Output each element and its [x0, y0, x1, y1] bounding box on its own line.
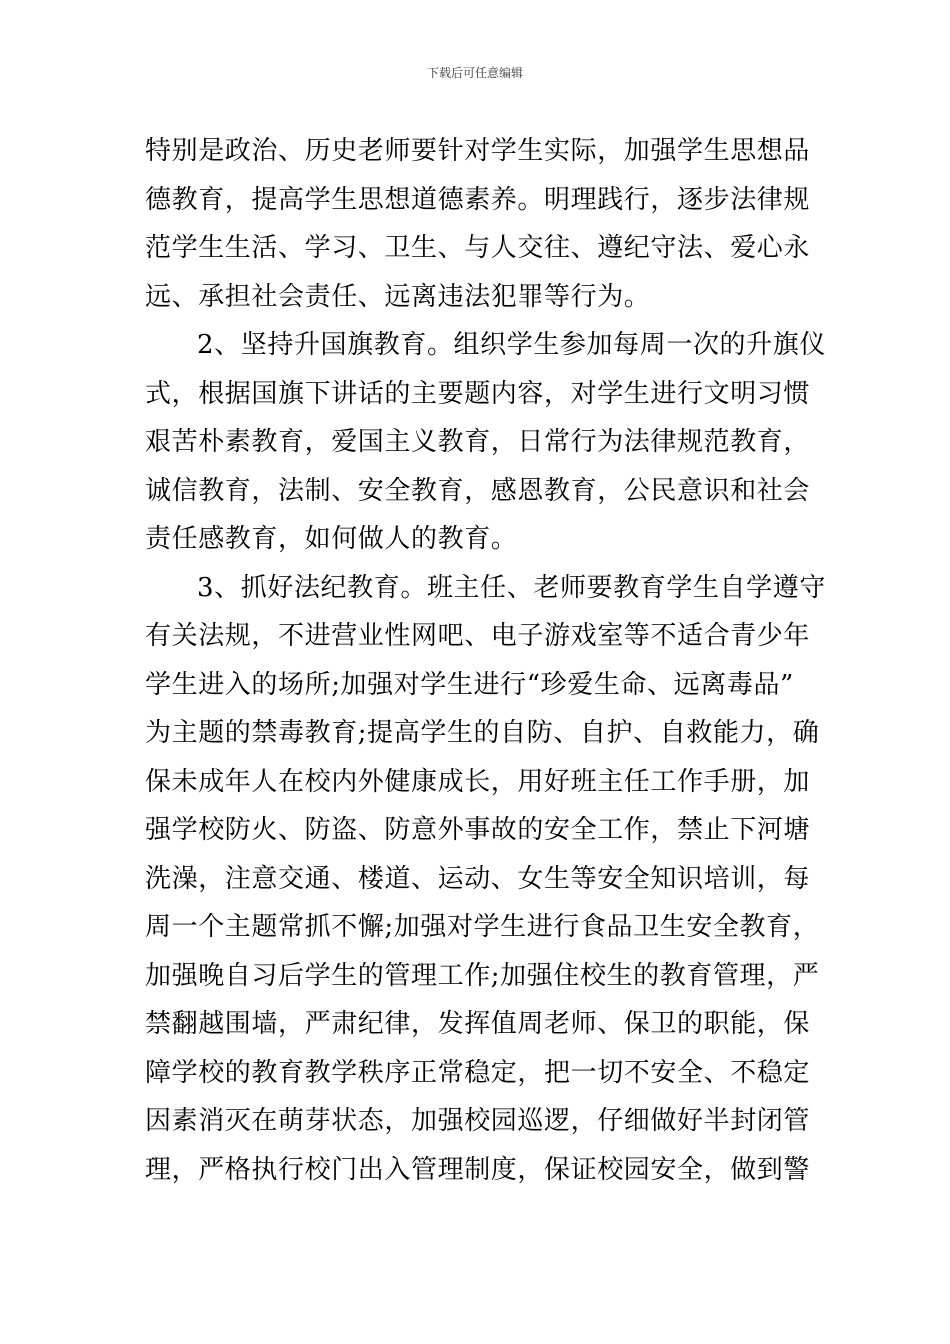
text-line: 诚信教育，法制、安全教育，感恩教育，公民意识和社会	[145, 475, 811, 506]
text-line: 周一个主题常抓不懈;加强对学生进行食品卫生安全教育，	[145, 912, 820, 942]
text-line: 责任感教育，如何做人的教育。	[145, 524, 518, 554]
text-line: 范学生生活、学习、卫生、与人交往、遵纪守法、爱心永	[145, 233, 811, 263]
text-line: 艰苦朴素教育，爱国主义教育，日常行为法律规范教育，	[145, 427, 811, 457]
text-line: 理，严格执行校门出入管理制度，保证校园安全，做到警	[145, 1154, 811, 1185]
text-line: 加强晚自习后学生的管理工作;加强住校生的教育管理，严	[145, 960, 820, 991]
text-line: 强学校防火、防盗、防意外事故的安全工作，禁止下河塘	[145, 815, 811, 845]
text-line: 特别是政治、历史老师要针对学生实际，加强学生思想品	[145, 136, 811, 166]
document-body	[145, 127, 826, 1194]
text-line: 为主题的禁毒教育;提高学生的自防、自护、自救能力，确	[145, 718, 820, 748]
text-line: 洗澡，注意交通、楼道、运动、女生等安全知识培训，每	[145, 863, 811, 894]
paragraph-start-line: 2、坚持升国旗教育。组织学生参加每周一次的升旗仪	[197, 330, 826, 360]
text-line: 因素消灭在萌芽状态，加强校园巡逻，仔细做好半封闭管	[145, 1106, 811, 1136]
text-line: 学生进入的场所;加强对学生进行“珍爱生命、远离毒品”	[145, 669, 794, 700]
text-line: 保未成年人在校内外健康成长，用好班主任工作手册，加	[145, 766, 811, 797]
paragraph-start-line: 3、抓好法纪教育。班主任、老师要教育学生自学遵守	[197, 572, 826, 603]
text-line: 远、承担社会责任、远离违法犯罪等行为。	[145, 281, 651, 312]
text-line: 式，根据国旗下讲话的主要题内容，对学生进行文明习惯	[145, 378, 811, 409]
text-line: 禁翻越围墙，严肃纪律，发挥值周老师、保卫的职能，保	[145, 1009, 811, 1039]
page-header: 下载后可任意编辑	[426, 66, 523, 80]
text-line: 德教育，提高学生思想道德素养。明理践行，逐步法律规	[145, 184, 811, 215]
text-line: 障学校的教育教学秩序正常稳定，把一切不安全、不稳定	[145, 1057, 811, 1088]
text-line: 有关法规，不进营业性网吧、电子游戏室等不适合青少年	[145, 621, 811, 651]
